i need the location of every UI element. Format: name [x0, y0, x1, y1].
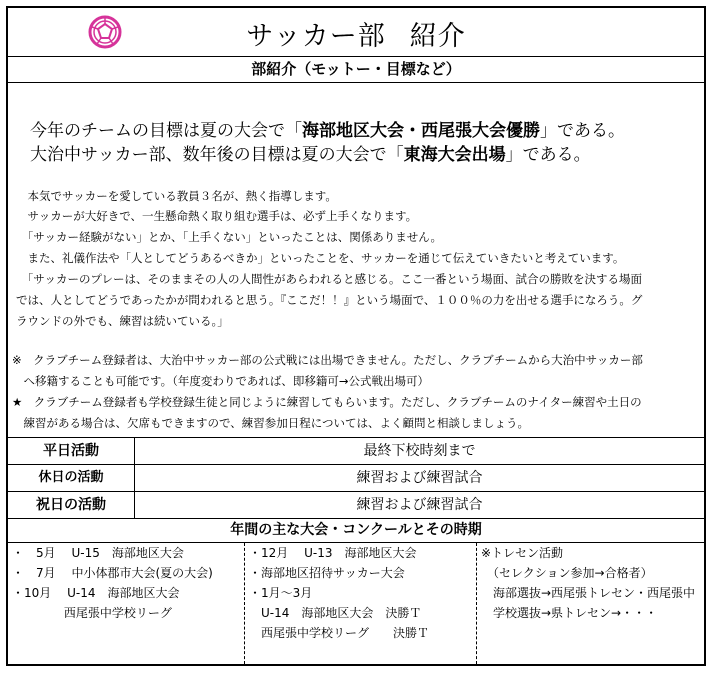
- event-item: ・1月～3月: [249, 586, 313, 600]
- goal-text: 大治中サッカー部、数年後の目標は夏の大会で「: [30, 145, 404, 165]
- intro-section: [8, 82, 704, 437]
- event-item: ・10月 U-14 海部地区大会: [12, 586, 180, 600]
- events-column-2: [244, 543, 477, 664]
- title-row: [8, 8, 704, 57]
- activity-row-weekend: [8, 464, 704, 491]
- events-column-1: [12, 543, 238, 664]
- document-frame: [6, 6, 706, 666]
- activity-value: 練習および練習試合: [356, 497, 483, 513]
- activity-label: 祝日の活動: [8, 492, 135, 518]
- paragraph-line: サッカーが大好きで、一生懸命熱く取り組む選手は、必ず上手くなります。: [16, 209, 418, 223]
- event-item: ・海部地区招待サッカー大会: [249, 566, 405, 580]
- paragraph-line: では、人としてどうであったかが問われると思う。『ここだ！！』という場面で、１００％の力を出せる選手になろう。グ: [16, 293, 643, 307]
- events-column-3: [476, 543, 707, 664]
- goal-text: 」である。: [505, 145, 591, 165]
- goal-highlight: 東海大会出場: [403, 145, 506, 165]
- note-line: 練習がある場合は、欠席もできますので、練習参加日程については、よく顧問と相談しましょう。: [12, 416, 530, 430]
- goal-text: 今年のチームの目標は夏の大会で「: [30, 121, 302, 141]
- paragraph-line: ラウンドの外でも、練習は続いている。」: [16, 314, 229, 328]
- page-title-club: サッカー部: [246, 21, 386, 52]
- section-subtitle: 部紹介（モットー・目標など）: [8, 56, 704, 83]
- goal-text: 」である。: [540, 121, 625, 141]
- activity-value: 最終下校時刻まで: [363, 443, 476, 459]
- goal-highlight: 海部地区大会・西尾張大会優勝: [302, 121, 540, 141]
- event-item: （セレクション参加→合格者）: [481, 566, 653, 580]
- activity-label: 平日活動: [8, 438, 135, 464]
- paragraph-line: 「サッカー経験がない」とか、「上手くない」といったことは、関係ありません。: [16, 230, 442, 244]
- note-line: ★ クラブチーム登録者も学校登録生徒と同じように練習してもらいます。ただし、クラブチームのナイター練習や土日の: [12, 395, 642, 409]
- activity-row-weekday: [8, 437, 704, 464]
- activity-label: 休日の活動: [8, 465, 135, 491]
- event-item: ・ 5月 U-15 海部地区大会: [12, 546, 184, 560]
- event-item: 学校選抜→県トレセン→・・・: [481, 606, 658, 620]
- paragraph-line: 「サッカーのプレーは、そのままその人の人間性があらわれると感じる。ここ一番という場面、試合の勝敗を決する場面: [16, 272, 643, 286]
- page-title: [8, 14, 704, 53]
- page-title-intro: 紹介: [409, 21, 466, 52]
- event-item: 海部選抜→西尾張トレセン・西尾張中: [481, 586, 696, 600]
- note-line: へ移籍することも可能です。（年度変わりであれば、即移籍可→公式戦出場可）: [12, 374, 429, 388]
- paragraph-line: また、礼儀作法や「人としてどうあるべきか」といったことを、サッカーを通じて伝えていきたいと考えています。: [16, 251, 625, 265]
- event-item: 西尾張中学校リーグ: [12, 606, 172, 620]
- note-line: ※ クラブチーム登録者は、大治中サッカー部の公式戦には出場できません。ただし、クラブチームから大治中サッカー部: [12, 353, 643, 367]
- event-item: ・12月 U-13 海部地区大会: [249, 546, 417, 560]
- event-item: U-14 海部地区大会 決勝Ｔ: [249, 606, 422, 620]
- events-heading: 年間の主な大会・コンクールとその時期: [8, 518, 704, 543]
- activity-row-holiday: [8, 491, 704, 518]
- event-item: 西尾張中学校リーグ 決勝Ｔ: [249, 626, 430, 640]
- event-item: ・ 7月 中小体郡市大会(夏の大会): [12, 566, 213, 580]
- goal-this-year: [30, 120, 625, 142]
- paragraph-line: 本気でサッカーを愛している教員３名が、熱く指導します。: [16, 189, 337, 203]
- goal-future: [30, 144, 591, 166]
- activity-value: 練習および練習試合: [356, 470, 483, 486]
- event-item: ※トレセン活動: [481, 546, 564, 560]
